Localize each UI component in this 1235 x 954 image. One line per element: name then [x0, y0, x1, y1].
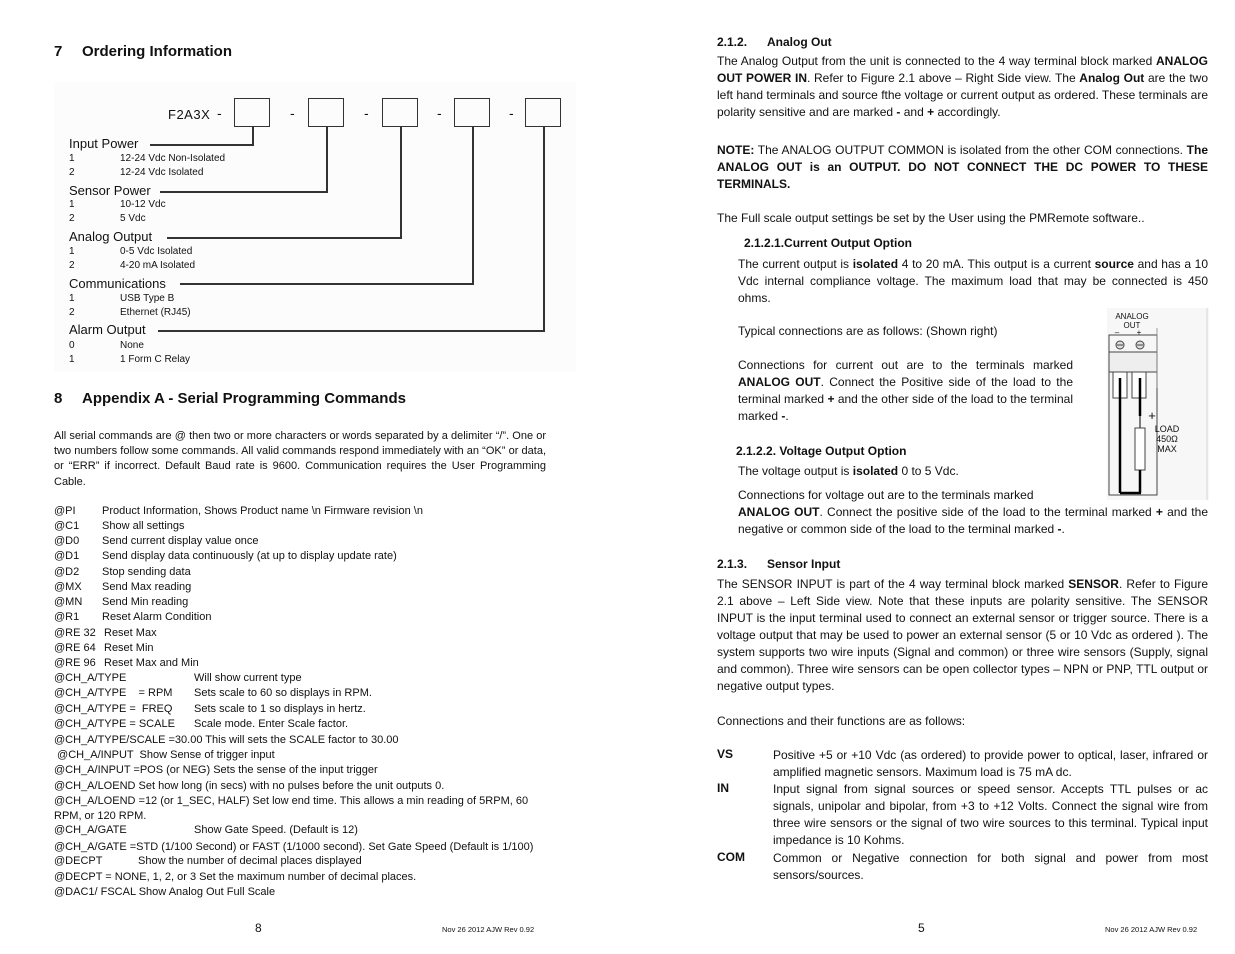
model-code: F2A3X — [168, 107, 211, 122]
option-box-communications — [454, 98, 490, 127]
option-row: 2 4-20 mA Isolated — [69, 260, 196, 271]
option-row: 1 USB Type B — [69, 293, 175, 304]
minus-label: – — [1114, 328, 1120, 337]
command-row: @D2 Stop sending data — [54, 566, 191, 578]
command-line: @DECPT = NONE, 1, 2, or 3 Set the maximum number of decimal places. — [54, 871, 417, 883]
right-page — [617, 0, 1235, 954]
diagram-title: ANALOG OUT — [1115, 312, 1149, 330]
command-row: @D0 Send current display value once — [54, 535, 259, 547]
code-separator: - — [217, 105, 222, 121]
terminal-desc-com: Common or Negative connection for both signal and power from most sensors/sources. — [773, 851, 1208, 882]
section-8-heading: 8 Appendix A - Serial Programming Commands — [54, 390, 406, 407]
command-row: @CH_A/TYPE = SCALE Scale mode. Enter Scale factor. — [54, 718, 349, 730]
command-row: @PI Product Information, Shows Product name \n Firmware revision \n — [54, 505, 423, 517]
typical-connections-text: Typical connections are as follows: (Shown right) — [738, 324, 998, 338]
page-number: 5 — [918, 921, 925, 935]
code-separator: - — [364, 105, 369, 121]
terminal-desc-vs: Positive +5 or +10 Vdc (as ordered) to provide power to optical, laser, infrared or amplified magnetic sensors. Maximum load is 75 mA dc. — [773, 748, 1208, 779]
option-row: 1 1 Form C Relay — [69, 354, 191, 365]
option-row: 1 0-5 Vdc Isolated — [69, 246, 193, 257]
analog-out-paragraph: The Analog Output from the unit is connected to the 4 way terminal block marked ANALOG OUT POWER IN. Refer to Figure 2.1 above – Right Side view. The Analog Out are the two left hand terminals and source fthe voltage or current output as ordered. These terminals are polarity sensitive and are marked - and + accordingly. — [717, 54, 1209, 119]
note-paragraph: NOTE: The ANALOG OUTPUT COMMON is isolated from the other COM connections. The ANALOG OUT is an OUTPUT. DO NOT CONNECT THE DC POWER TO THESE TERMINALS. — [717, 143, 1208, 191]
option-row: 0 None — [69, 340, 144, 351]
ordering-figure — [54, 82, 576, 372]
page-number: 8 — [255, 921, 262, 935]
voltage-connections-paragraph: ANALOG OUT. Connect the positive side of the load to the terminal marked + and the negative or common side of the load to the terminal marked -. — [738, 505, 1208, 536]
code-separator: - — [437, 105, 442, 121]
option-row: 2 12-24 Vdc Isolated — [69, 167, 204, 178]
command-row: @CH_A/TYPE = FREQ Sets scale to 1 so displays in hertz. — [54, 703, 366, 715]
terminal-desc-in: Input signal from signal sources or speed sensor. Accepts TTL pulses or ac signals, unipolar and bipolar, from +3 to +12 Volts. Connect the signal wire from three wire sensors or the signal of two wire sources to this terminal. Typical input impedance is 10 Kohms. — [773, 782, 1208, 847]
command-line: @DAC1/ FSCAL Show Analog Out Full Scale — [54, 886, 276, 898]
terminal-name-vs: VS — [717, 747, 734, 761]
terminal-name-in: IN — [717, 781, 729, 795]
voltage-connections-line1: Connections for voltage out are to the terminals marked — [738, 488, 1034, 502]
voltage-output-paragraph: The voltage output is isolated 0 to 5 Vdc. — [738, 464, 959, 478]
terminal-name-com: COM — [717, 850, 745, 864]
option-row: 1 12-24 Vdc Non-Isolated — [69, 153, 226, 164]
command-line: @CH_A/TYPE/SCALE =30.00 This will sets the SCALE factor to 30.00 — [54, 734, 399, 746]
current-connections-paragraph: Connections for current out are to the terminals marked ANALOG OUT. Connect the Positive side of the load to the terminal marked + and the other side of the load to the terminal marked -. — [738, 358, 1073, 423]
command-row: @RE 96 Reset Max and Min — [54, 657, 199, 669]
heading-2-1-2-2: 2.1.2.2. Voltage Output Option — [736, 444, 907, 458]
code-separator: - — [290, 105, 295, 121]
command-line: @CH_A/INPUT =POS (or NEG) Sets the sense of the input trigger — [54, 764, 378, 776]
code-separator: - — [509, 105, 514, 121]
group-heading-communications: Communications — [69, 276, 166, 291]
page-footer: Nov 26 2012 AJW Rev 0.92 — [1105, 925, 1198, 934]
option-box-alarm-output — [525, 98, 561, 127]
section-7-heading: 7 Ordering Information — [54, 43, 232, 60]
load-label: LOAD 450Ω MAX — [1154, 424, 1180, 454]
wire-plus-label: + — [1148, 408, 1156, 423]
option-box-sensor-power — [308, 98, 344, 127]
left-page — [0, 0, 617, 954]
command-row: @CH_A/TYPE = RPM Sets scale to 60 so displays in RPM. — [54, 687, 372, 699]
command-line: @CH_A/LOEND Set how long (in secs) with no pulses before the unit outputs 0. — [54, 780, 445, 792]
option-row: 1 10-12 Vdc — [69, 199, 166, 210]
command-row: @R1 Reset Alarm Condition — [54, 611, 212, 623]
group-heading-alarm-output: Alarm Output — [69, 322, 146, 337]
command-row: @RE 32 Reset Max — [54, 627, 157, 639]
command-row: @MN Send Min reading — [54, 596, 189, 608]
option-box-analog-output — [382, 98, 418, 127]
fullscale-paragraph: The Full scale output settings be set by the User using the PMRemote software.. — [717, 211, 1145, 225]
command-row: @CH_A/GATE Show Gate Speed. (Default is 12) — [54, 824, 358, 836]
command-row: @RE 64 Reset Min — [54, 642, 154, 654]
heading-2-1-2-1: 2.1.2.1.Current Output Option — [744, 236, 913, 250]
option-row: 2 Ethernet (RJ45) — [69, 307, 191, 318]
intro-paragraph: All serial commands are @ then two or more characters or words separated by a delimiter “/”. One or two numbers follow some commands. All valid commands respond immediately with an “OK” or data, or “ERR” if incorrect. Default Baud rate is 9600. Communication requires the User Programming Cable. — [54, 430, 546, 488]
command-row: @DECPT Show the number of decimal places displayed — [54, 855, 362, 867]
command-row: @MX Send Max reading — [54, 581, 192, 593]
command-row: @D1 Send display data continuously (at up to display update rate) — [54, 550, 397, 562]
page-footer: Nov 26 2012 AJW Rev 0.92 — [442, 925, 535, 934]
terminal-block-drawing — [1107, 308, 1209, 500]
analog-out-terminal-diagram — [1107, 308, 1209, 500]
command-line: @CH_A/INPUT Show Sense of trigger input — [54, 749, 275, 761]
current-output-paragraph: The current output is isolated 4 to 20 mA. This output is a current source and has a 10 Vdc internal compliance voltage. The maximum load that may be connected is 450 ohms. — [738, 257, 1208, 305]
group-heading-analog-output: Analog Output — [69, 229, 153, 244]
command-line: @CH_A/GATE =STD (1/100 Second) or FAST (1/1000 second). Set Gate Speed (Default is 1/100) — [54, 841, 534, 853]
command-line: @CH_A/LOEND =12 (or 1_SEC, HALF) Set low end time. This allows a min reading of 5RPM, 60 RPM, or 120 RPM. — [54, 795, 529, 823]
group-heading-sensor-power: Sensor Power — [69, 183, 151, 198]
connections-intro: Connections and their functions are as follows: — [717, 714, 966, 728]
command-row: @CH_A/TYPE Will show current type — [54, 672, 302, 684]
sensor-input-paragraph: The SENSOR INPUT is part of the 4 way terminal block marked SENSOR. Refer to Figure 2.1 above – Left Side view. Note that these inputs are polarity sensitive. The SENSOR INPUT is the input terminal used to connect an external sensor or trigger source. There is a voltage output that may be used to power an external sensor (5 or 10 Vdc as ordered ). The system supports two wire inputs (Signal and common) or three wire sensors (Supply, signal and common). Three wire sensors can be open collector types – NPN or PNP, TTL output or negative output types. — [717, 577, 1208, 693]
option-row: 2 5 Vdc — [69, 213, 146, 224]
group-heading-input-power: Input Power — [69, 136, 139, 151]
heading-2-1-2: 2.1.2. Analog Out — [717, 35, 832, 49]
plus-label: + — [1136, 328, 1142, 337]
option-box-input-power — [234, 98, 270, 127]
heading-2-1-3: 2.1.3. Sensor Input — [717, 557, 841, 571]
command-row: @C1 Show all settings — [54, 520, 185, 532]
